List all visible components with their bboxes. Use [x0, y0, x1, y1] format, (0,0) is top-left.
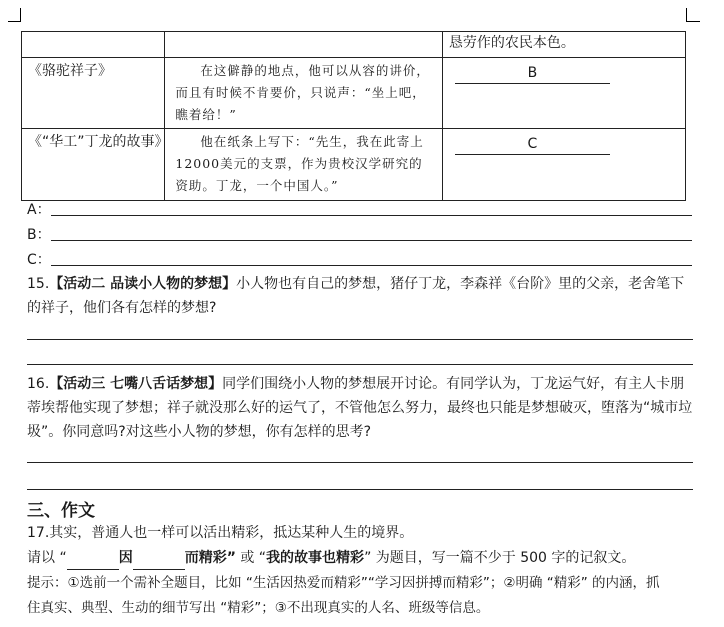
book-title: 《骆驼祥子》	[22, 58, 165, 129]
answer-label-c: C：	[27, 252, 51, 268]
reading-table	[21, 31, 686, 201]
section-title: 三、作文	[27, 501, 95, 521]
answer-blank-b[interactable]: B	[455, 62, 610, 84]
book-title: 《“华工”丁龙的故事》	[22, 129, 165, 201]
answer-blank-c[interactable]: C	[455, 133, 610, 155]
question-17-prompt: 请以 “ 因 而精彩” 或 “我的故事也精彩” 为题目，写一篇不少于 500 字的记叙文。	[27, 546, 694, 570]
crop-mark-left	[8, 21, 21, 22]
hint-line-2: 住真实、典型、生动的细节写出 “精彩”；③不出现真实的人名、班级等信息。	[27, 600, 490, 616]
answer-line-a[interactable]	[51, 215, 692, 216]
answer-line-c[interactable]	[51, 265, 692, 266]
activity-tag: 【活动二 品读小人物的梦想】	[49, 276, 237, 292]
question-16: 16.【活动三 七嘴八舌话梦想】同学们围绕小人物的梦想展开讨论。有同学认为，丁龙运气好，有主人卡朋蒂埃帮他实现了梦想；祥子就没那么好的运气了，不管他怎么努力，最终也只能是梦想破灭，堕落为“城市垃圾”。你同意吗?对这些小人物的梦想，你有怎样的思考?	[27, 376, 693, 440]
question-17-intro: 17.其实，普通人也一样可以活出精彩，抵达某种人生的境界。	[27, 525, 414, 541]
answer-line[interactable]	[27, 489, 693, 490]
answer-label-a: A：	[27, 202, 51, 218]
crop-mark-right	[686, 21, 700, 22]
table-row	[22, 32, 686, 58]
crop-mark-left-v	[20, 8, 21, 21]
answer-line[interactable]	[27, 339, 693, 340]
table-row	[22, 58, 686, 129]
question-15: 15.【活动二 品读小人物的梦想】小人物也有自己的梦想，猪仔丁龙，李森祥《台阶》里的父亲，老舍笔下的祥子，他们各有怎样的梦想?	[27, 276, 685, 316]
table-cell: 恳劳作的农民本色。	[442, 32, 685, 58]
activity-tag: 【活动三 七嘴八舌话梦想】	[49, 376, 223, 392]
hint-line-1: 提示：①选前一个需补全题目，比如 “生活因热爱而精彩”“学习因拼搏而精彩”；②明确 “精彩” 的内涵，抓	[27, 575, 660, 591]
table-row	[22, 129, 686, 201]
answer-line[interactable]	[27, 364, 693, 365]
answer-line-b[interactable]	[51, 240, 692, 241]
answer-label-b: B：	[27, 227, 51, 243]
quote-text: 在这僻静的地点，他可以从容的讲价，而且有时候不肯要价，只说声：“坐上吧，瞧着给！”	[175, 63, 430, 122]
title-blank-1[interactable]	[67, 553, 119, 570]
crop-mark-right-v	[686, 8, 687, 21]
title-blank-2[interactable]	[133, 553, 185, 570]
answer-line[interactable]	[27, 462, 693, 463]
quote-text: 他在纸条上写下：“先生，我在此寄上12000美元的支票，作为贵校汉学研究的资助。丁龙，一个中国人。”	[175, 134, 424, 193]
